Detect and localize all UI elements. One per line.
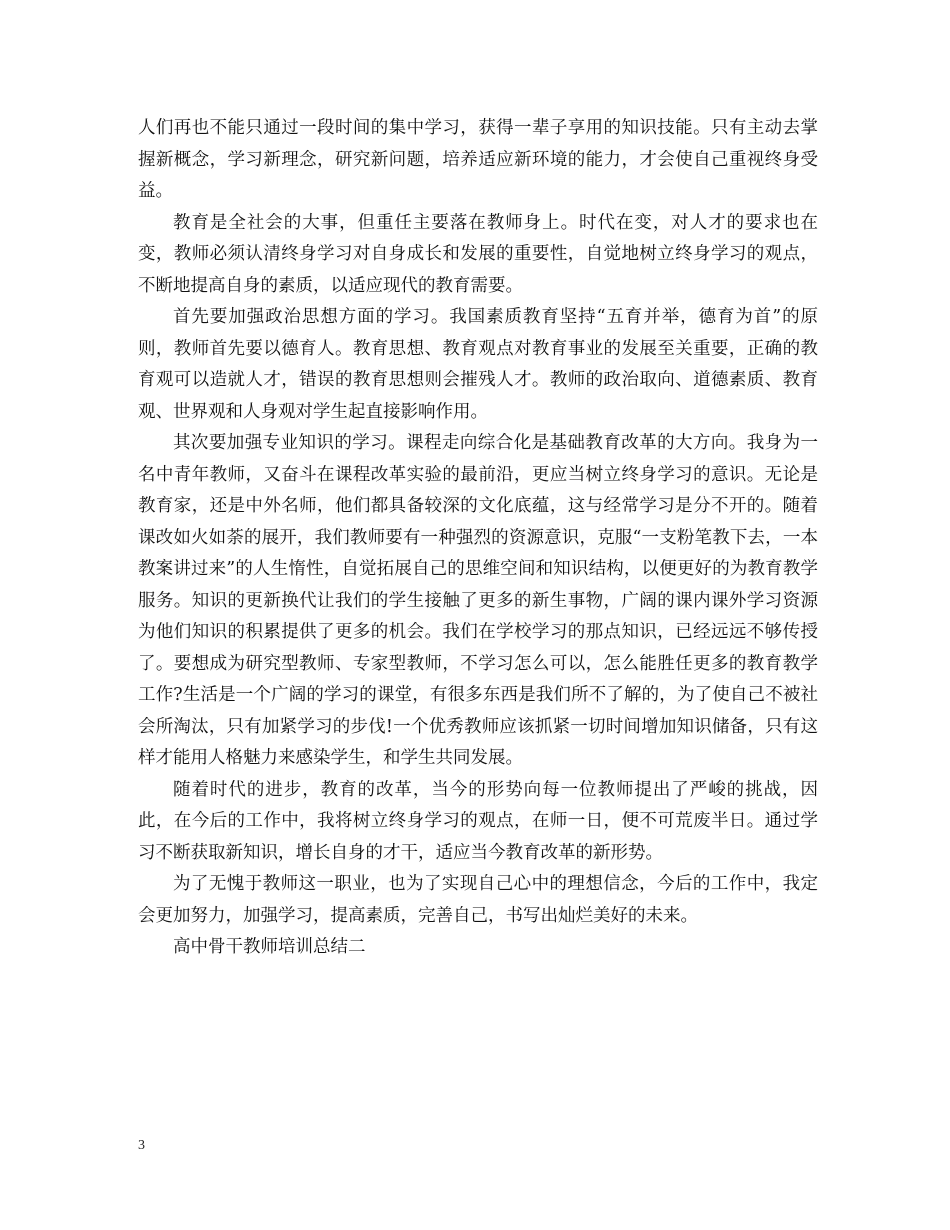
paragraph-5: 随着时代的进步，教育的改革，当今的形势向每一位教师提出了严峻的挑战，因此，在今后的工作中，我将树立终身学习的观点，在师一日，便不可荒废半日。通过学习不断获取新知识，增长自身的才干，适应当今教育改革的新形势。 bbox=[138, 779, 818, 863]
paragraph-1: 人们再也不能只通过一段时间的集中学习，获得一辈子享用的知识技能。只有主动去掌握新概念，学习新理念，研究新问题，培养适应新环境的能力，才会使自己重视终身受益。 bbox=[138, 118, 818, 201]
document-body bbox=[138, 113, 818, 964]
section-heading: 高中骨干教师培训总结二 bbox=[173, 937, 366, 957]
paragraph-3: 首先要加强政治思想方面的学习。我国素质教育坚持“五育并举，德育为首”的原则，教师首先要以德育人。教育思想、教育观点对教育事业的发展至关重要，正确的教育观可以造就人才，错误的教育思想则会摧残人才。教师的政治取向、道德素质、教育观、世界观和人身观对学生起直接影响作用。 bbox=[138, 307, 818, 422]
paragraph-6: 为了无愧于教师这一职业，也为了实现自己心中的理想信念，今后的工作中，我定会更加努力，加强学习，提高素质，完善自己，书写出灿烂美好的未来。 bbox=[138, 874, 818, 926]
paragraph-2: 教育是全社会的大事，但重任主要落在教师身上。时代在变，对人才的要求也在变，教师必须认清终身学习对自身成长和发展的重要性，自觉地树立终身学习的观点，不断地提高自身的素质，以适应现代的教育需要。 bbox=[138, 212, 818, 296]
paragraph-4: 其次要加强专业知识的学习。课程走向综合化是基础教育改革的大方向。我身为一名中青年教师，又奋斗在课程改革实验的最前沿，更应当树立终身学习的意识。无论是教育家，还是中外名师，他们都具备较深的文化底蕴，这与经常学习是分不开的。随着课改如火如荼的展开，我们教师要有一种强烈的资源意识，克服“一支粉笔教下去，一本教案讲过来”的人生惰性，自觉拓展自己的思维空间和知识结构，以便更好的为教育教学服务。知识的更新换代让我们的学生接触了更多的新生事物，广阔的课内课外学习资源为他们知识的积累提供了更多的机会。我们在学校学习的那点知识，已经远远不够传授了。要想成为研究型教师、专家型教师，不学习怎么可以，怎么能胜任更多的教育教学工作?生活是一个广阔的学习的课堂，有很多东西是我们所不了解的，为了使自己不被社会所淘汰，只有加紧学习的步伐!一个优秀教师应该抓紧一切时间增加知识储备，只有这样才能用人格魅力来感染学生，和学生共同发展。 bbox=[138, 433, 818, 768]
page-number: 3 bbox=[138, 1138, 145, 1153]
